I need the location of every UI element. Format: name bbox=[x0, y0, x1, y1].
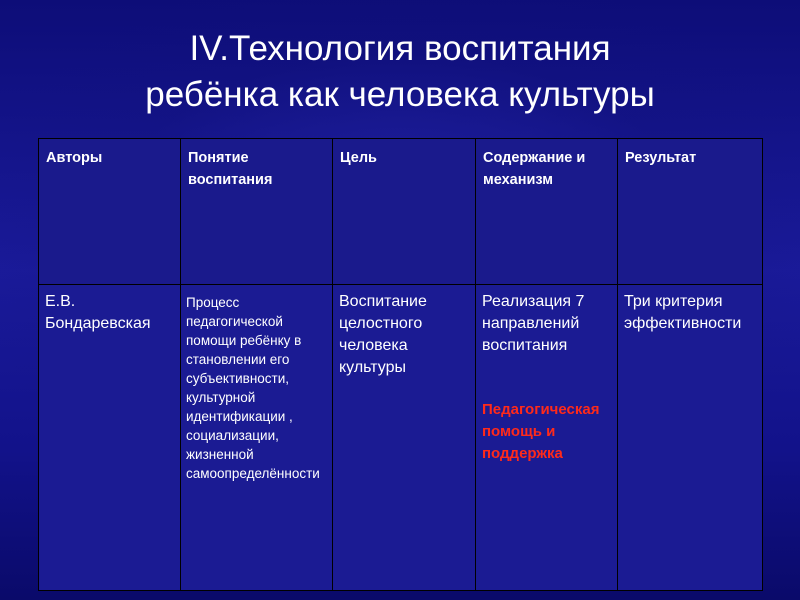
cell-goal: Воспитание целостного человека культуры bbox=[333, 285, 476, 591]
table-row bbox=[39, 285, 763, 591]
cell-concept: Процесс педагогической помощи ребёнку в становлении его субъективности, культурной идентификации , социализации, жизненной самоопределённости bbox=[181, 285, 333, 591]
header-goal: Цель bbox=[333, 139, 476, 285]
header-result: Результат bbox=[618, 139, 763, 285]
cell-content-accent: Педагогическая помощь и поддержка bbox=[482, 401, 600, 462]
technology-table bbox=[38, 138, 763, 591]
header-concept: Понятие воспитания bbox=[181, 139, 333, 285]
slide-title-line-2: ребёнка как человека культуры bbox=[145, 75, 655, 114]
header-content: Содержание и механизм bbox=[476, 139, 618, 285]
cell-content-text: Реализация 7 направлений воспитания bbox=[482, 293, 585, 354]
cell-result: Три критерия эффективности bbox=[618, 285, 763, 591]
table-header-row bbox=[39, 139, 763, 285]
cell-content bbox=[476, 285, 618, 591]
header-authors: Авторы bbox=[39, 139, 181, 285]
slide-title-line-1: IV.Технология воспитания bbox=[189, 29, 611, 68]
cell-author: Е.В. Бондаревская bbox=[39, 285, 181, 591]
slide-title bbox=[0, 26, 800, 118]
